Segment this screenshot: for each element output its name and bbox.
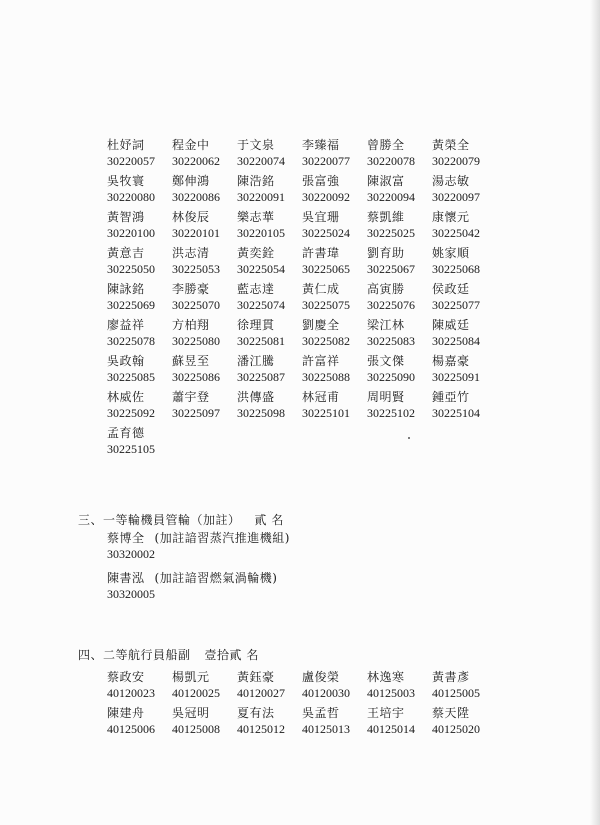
- entry-id: 40125020: [432, 722, 480, 736]
- list-item: [172, 173, 237, 209]
- entry-id: 40125003: [367, 686, 415, 700]
- entry-id: 30220078: [367, 154, 415, 168]
- entry-name: 夏有法: [237, 706, 275, 720]
- entry-id: 30225101: [302, 406, 350, 420]
- entry-id: 40125005: [432, 686, 480, 700]
- entry-name: 林逸寒: [367, 670, 405, 684]
- entry-name: 方柏翔: [172, 318, 210, 332]
- list-item: [107, 705, 172, 741]
- list-item: [172, 317, 237, 353]
- entry-name: 吳牧寰: [107, 174, 145, 188]
- list-item: [302, 209, 367, 245]
- section4-title: [78, 646, 259, 663]
- entry-id: 30225065: [302, 262, 350, 276]
- entry-id: 30225067: [367, 262, 415, 276]
- entry-id: 30220092: [302, 190, 350, 204]
- entry-name: 曾勝全: [367, 138, 405, 152]
- entry-id: 30320002: [107, 547, 155, 561]
- entry-name: 林俊辰: [172, 210, 210, 224]
- list-item: [107, 669, 172, 705]
- entry-id: 30225090: [367, 370, 415, 384]
- list-item: [302, 281, 367, 317]
- list-item: [237, 209, 302, 245]
- entry-id: 30220086: [172, 190, 220, 204]
- entry-id: 30225084: [432, 334, 480, 348]
- list-item: [367, 705, 432, 741]
- section4-count: 壹拾貳 名: [204, 648, 259, 662]
- list-item: [107, 173, 172, 209]
- list-item: [172, 389, 237, 425]
- entry-id: 30225097: [172, 406, 220, 420]
- entry-name: 蔡天陞: [432, 706, 470, 720]
- list-item: [237, 705, 302, 741]
- entry-id: 30225088: [302, 370, 350, 384]
- list-item: [107, 353, 172, 389]
- entry-name: 黃鈺豪: [237, 670, 275, 684]
- entry-name: 黃智鴻: [107, 210, 145, 224]
- list-item: [172, 353, 237, 389]
- entry-name: 黃榮全: [432, 138, 470, 152]
- entry-name: 洪傳盛: [237, 390, 275, 404]
- entry-id: 30225024: [302, 226, 350, 240]
- entry-name: 楊嘉豪: [432, 354, 470, 368]
- list-item: [302, 317, 367, 353]
- entry-name: 程金中: [172, 138, 210, 152]
- entry-name: 黃書彥: [432, 670, 470, 684]
- list-item: [237, 137, 302, 173]
- entry-id: 30225050: [107, 262, 155, 276]
- section4-name-list: [107, 669, 497, 741]
- entry-name: 劉慶全: [302, 318, 340, 332]
- entry-id: 30225077: [432, 298, 480, 312]
- list-item: [172, 209, 237, 245]
- entry-id: 30225102: [367, 406, 415, 420]
- entry-id: 30320005: [107, 587, 155, 601]
- entry-id: 30225091: [432, 370, 480, 384]
- list-item: [237, 173, 302, 209]
- entry-name: 周明賢: [367, 390, 405, 404]
- entry-name: 吳宜珊: [302, 210, 340, 224]
- entry-id: 40120023: [107, 686, 155, 700]
- entry-name: 湯志敏: [432, 174, 470, 188]
- entry-name: 盧俊榮: [302, 670, 340, 684]
- entry-id: 40125013: [302, 722, 350, 736]
- list-item: [367, 137, 432, 173]
- entry-name: 于文泉: [237, 138, 275, 152]
- list-item: [237, 317, 302, 353]
- entry-name: 洪志清: [172, 246, 210, 260]
- entry-name: 王培宇: [367, 706, 405, 720]
- entry-id: 30225025: [367, 226, 415, 240]
- entry-name: 廖益祥: [107, 318, 145, 332]
- list-item: [107, 281, 172, 317]
- list-item: [432, 317, 497, 353]
- list-item: [237, 281, 302, 317]
- list-item: [302, 245, 367, 281]
- list-item: [107, 245, 172, 281]
- list-item: [432, 281, 497, 317]
- entry-note: (加註諳習燃氣渦輪機): [154, 571, 278, 585]
- entry-name: 許富祥: [302, 354, 340, 368]
- entry-name: 黃仁成: [302, 282, 340, 296]
- list-item: [302, 173, 367, 209]
- entry-name: 陳淑富: [367, 174, 405, 188]
- entry-name: 李勝豪: [172, 282, 210, 296]
- entry-name: 鍾亞竹: [432, 390, 470, 404]
- entry-name: 侯政廷: [432, 282, 470, 296]
- section3-heading: 三、一等輪機員管輪（加註）: [78, 513, 241, 527]
- entry-id: 40125014: [367, 722, 415, 736]
- entry-name: 黃意吉: [107, 246, 145, 260]
- entry-id: 40125012: [237, 722, 285, 736]
- list-item: [367, 669, 432, 705]
- entry-id: 30225092: [107, 406, 155, 420]
- entry-name: 陳書泓: [107, 571, 145, 585]
- entry-id: 30225105: [107, 442, 155, 456]
- list-item: [432, 669, 497, 705]
- entry-id: 30220074: [237, 154, 285, 168]
- list-item: [432, 245, 497, 281]
- list-item: [367, 353, 432, 389]
- list-item: [367, 209, 432, 245]
- list-item: [107, 137, 172, 173]
- entry-id: 40125008: [172, 722, 220, 736]
- entry-id: 30220105: [237, 226, 285, 240]
- list-item: [237, 669, 302, 705]
- entry-id: 40120025: [172, 686, 220, 700]
- list-item: [107, 389, 172, 425]
- entry-id: 30225053: [172, 262, 220, 276]
- list-item: [172, 137, 237, 173]
- list-item: [107, 317, 172, 353]
- section3-title: [78, 511, 284, 528]
- entry-name: 劉育助: [367, 246, 405, 260]
- list-item: [172, 705, 237, 741]
- entry-id: 30225098: [237, 406, 285, 420]
- entry-id: 40125006: [107, 722, 155, 736]
- list-item: [172, 245, 237, 281]
- list-item: [172, 281, 237, 317]
- entry-name: 蘇昱至: [172, 354, 210, 368]
- entry-id: 30225082: [302, 334, 350, 348]
- list-item: [367, 317, 432, 353]
- list-item: [302, 353, 367, 389]
- list-item: [302, 389, 367, 425]
- list-item: [432, 209, 497, 245]
- scan-speck: [408, 437, 410, 439]
- entry-id: 30225080: [172, 334, 220, 348]
- entry-name: 鄭伸鴻: [172, 174, 210, 188]
- list-item: [367, 245, 432, 281]
- entry-name: 許書瑋: [302, 246, 340, 260]
- entry-id: 30220057: [107, 154, 155, 168]
- entry-id: 30225054: [237, 262, 285, 276]
- entry-id: 30225087: [237, 370, 285, 384]
- entry-name: 蔡凱維: [367, 210, 405, 224]
- entry-name: 李臻福: [302, 138, 340, 152]
- list-item: [237, 353, 302, 389]
- entry-id: 30225042: [432, 226, 480, 240]
- entry-id: 30220079: [432, 154, 480, 168]
- section3-count: 貳 名: [254, 513, 284, 527]
- entry-id: 30225083: [367, 334, 415, 348]
- section4-heading: 四、二等航行員船副: [78, 648, 191, 662]
- list-item: [432, 137, 497, 173]
- entry-name: 陳詠銘: [107, 282, 145, 296]
- list-item: [107, 209, 172, 245]
- entry-id: 30225104: [432, 406, 480, 420]
- entry-name: 蔡博全: [107, 531, 145, 545]
- list-item: [302, 137, 367, 173]
- list-item: [302, 705, 367, 741]
- list-item: [302, 669, 367, 705]
- list-item: [107, 425, 172, 461]
- entry-name: 康懷元: [432, 210, 470, 224]
- entry-name: 樂志華: [237, 210, 275, 224]
- entry-name: 蔡政安: [107, 670, 145, 684]
- entry-id: 30220091: [237, 190, 285, 204]
- entry-name: 姚家順: [432, 246, 470, 260]
- entry-id: 30225068: [432, 262, 480, 276]
- page-edge-shadow: [590, 0, 600, 825]
- entry-id: 30220101: [172, 226, 220, 240]
- entry-id: 30220097: [432, 190, 480, 204]
- entry-name: 徐理貫: [237, 318, 275, 332]
- entry-id: 40120030: [302, 686, 350, 700]
- entry-note: (加註諳習蒸汽推進機組): [154, 531, 290, 545]
- list-item: [432, 389, 497, 425]
- list-item: [432, 705, 497, 741]
- entry-id: 30225078: [107, 334, 155, 348]
- list-item: [432, 173, 497, 209]
- entry-name: 張文傑: [367, 354, 405, 368]
- list-item: [367, 389, 432, 425]
- list-item: [237, 389, 302, 425]
- entry-name: 潘江騰: [237, 354, 275, 368]
- entry-name: 吳政翰: [107, 354, 145, 368]
- group1-name-list: [107, 137, 497, 461]
- entry-id: 30220062: [172, 154, 220, 168]
- list-item: [432, 353, 497, 389]
- entry-name: 高寅勝: [367, 282, 405, 296]
- list-item: [237, 245, 302, 281]
- entry-name: 陳浩銘: [237, 174, 275, 188]
- list-item: [107, 530, 290, 562]
- entry-id: 30225086: [172, 370, 220, 384]
- entry-id: 40120027: [237, 686, 285, 700]
- list-item: [172, 669, 237, 705]
- entry-name: 吳冠明: [172, 706, 210, 720]
- entry-id: 30225070: [172, 298, 220, 312]
- entry-name: 張富強: [302, 174, 340, 188]
- entry-name: 陳威廷: [432, 318, 470, 332]
- entry-id: 30225069: [107, 298, 155, 312]
- list-item: [367, 281, 432, 317]
- entry-name: 蕭宇登: [172, 390, 210, 404]
- list-item: [367, 173, 432, 209]
- entry-id: 30225074: [237, 298, 285, 312]
- entry-name: 孟育德: [107, 426, 145, 440]
- entry-id: 30225085: [107, 370, 155, 384]
- entry-name: 杜妤詞: [107, 138, 145, 152]
- entry-id: 30220080: [107, 190, 155, 204]
- entry-name: 藍志達: [237, 282, 275, 296]
- entry-name: 陳建舟: [107, 706, 145, 720]
- entry-id: 30225081: [237, 334, 285, 348]
- entry-id: 30220094: [367, 190, 415, 204]
- entry-id: 30225075: [302, 298, 350, 312]
- list-item: [107, 570, 277, 602]
- entry-name: 梁江林: [367, 318, 405, 332]
- entry-id: 30220100: [107, 226, 155, 240]
- entry-name: 林冠甫: [302, 390, 340, 404]
- entry-name: 林威佐: [107, 390, 145, 404]
- entry-id: 30220077: [302, 154, 350, 168]
- entry-name: 黃奕銓: [237, 246, 275, 260]
- entry-id: 30225076: [367, 298, 415, 312]
- entry-name: 楊凱元: [172, 670, 210, 684]
- entry-name: 吳孟哲: [302, 706, 340, 720]
